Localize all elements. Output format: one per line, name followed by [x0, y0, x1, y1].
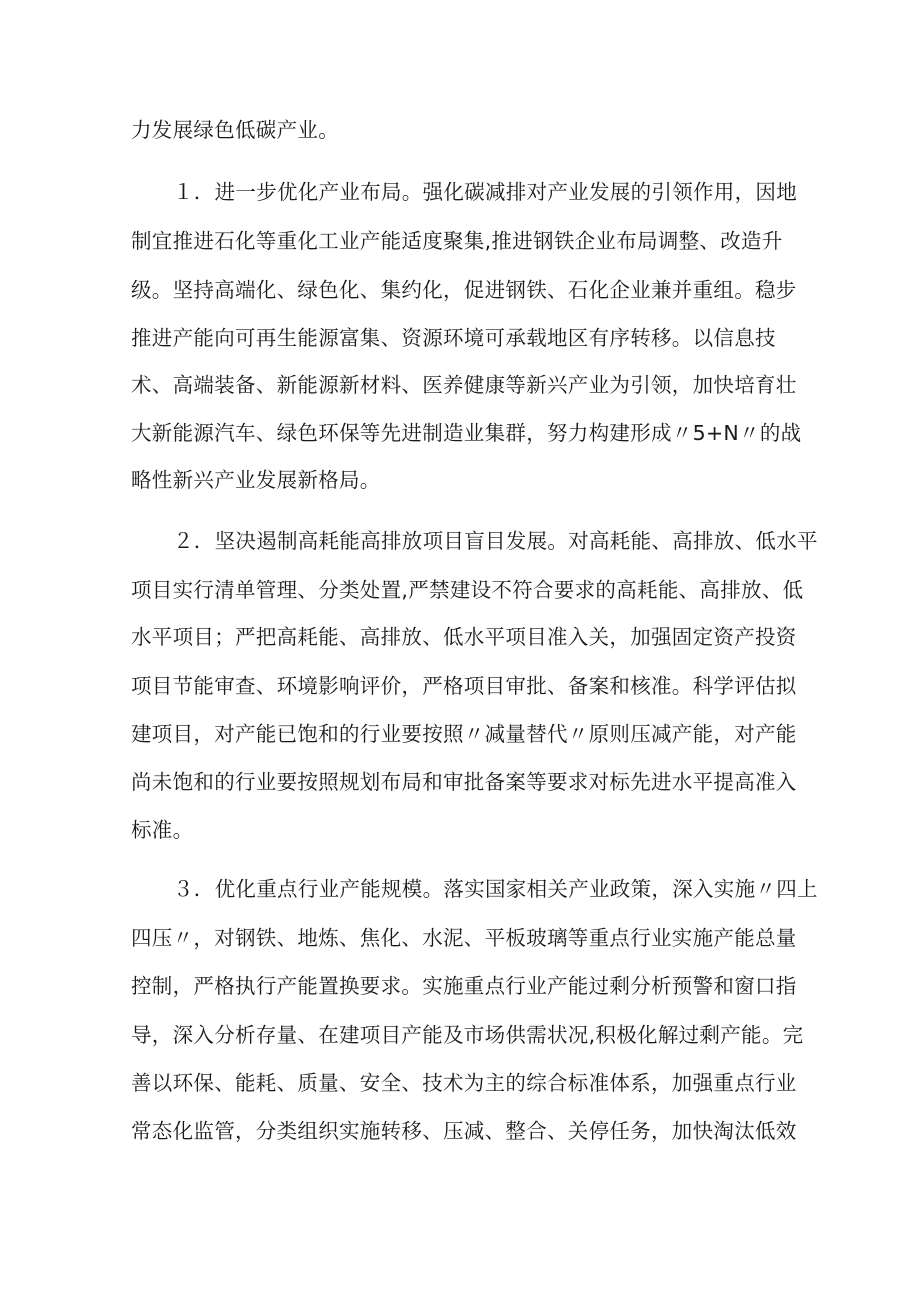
paragraph-1-line-5: 术、高端装备、新能源新材料、医养健康等新兴产业为引领，加快培育壮	[131, 373, 797, 397]
paragraph-2-line-4: 项目节能审查、环境影响评价，严格项目审批、备案和核准。科学评估拟	[131, 674, 797, 698]
paragraph-1-line-2: 制宜推进石化等重化工业产能适度聚集,推进钢铁企业布局调整、改造升	[131, 229, 783, 253]
paragraph-3-line-4: 导，深入分析存量、在建项目产能及市场供需状况,积极化解过剩产能。完	[131, 1023, 804, 1047]
intro-line: 力发展绿色低碳产业。	[131, 118, 339, 142]
paragraph-1-line-4: 推进产能向可再生能源富集、资源环境可承载地区有序转移。以信息技	[131, 326, 776, 350]
paragraph-3-line-5: 善以环保、能耗、质量、安全、技术为主的综合标准体系，加强重点行业	[131, 1071, 797, 1095]
paragraph-2-line-5: 建项目，对产能已饱和的行业要按照〃减量替代〃原则压减产能，对产能	[131, 722, 797, 746]
paragraph-3-line-6: 常态化监管，分类组织实施转移、压减、整合、关停任务，加快淘汰低效	[131, 1119, 797, 1143]
paragraph-2-line-7: 标准。	[131, 818, 194, 842]
paragraph-1-line-3: 级。坚持高端化、绿色化、集约化，促进钢铁、石化企业兼并重组。稳步	[131, 278, 797, 302]
paragraph-3-line-2: 四压〃，对钢铁、地炼、焦化、水泥、平板玻璃等重点行业实施产能总量	[131, 926, 797, 950]
paragraph-3-line-3: 控制，严格执行产能置换要求。实施重点行业产能过剩分析预警和窗口指	[131, 974, 797, 998]
paragraph-2-line-2: 项目实行清单管理、分类处置,严禁建设不符合要求的高耗能、高排放、低	[131, 578, 804, 602]
paragraph-1-line-6: 大新能源汽车、绿色环保等先进制造业集群，努力构建形成〃5+N〃的战	[131, 421, 802, 445]
paragraph-1-line-7: 略性新兴产业发展新格局。	[131, 468, 381, 492]
paragraph-3-line-1: ３．优化重点行业产能规模。落实国家相关产业政策，深入实施〃四上	[173, 877, 818, 901]
paragraph-1-line-1: １．进一步优化产业布局。强化碳减排对产业发展的引领作用，因地	[173, 180, 797, 204]
paragraph-2-line-3: 水平项目；严把高耗能、高排放、低水平项目准入关，加强固定资产投资	[131, 625, 797, 649]
paragraph-2-line-1: ２．坚决遏制高耗能高排放项目盲目发展。对高耗能、高排放、低水平	[173, 529, 818, 553]
paragraph-2-line-6: 尚未饱和的行业要按照规划布局和审批备案等要求对标先进水平提高准入	[131, 770, 797, 794]
